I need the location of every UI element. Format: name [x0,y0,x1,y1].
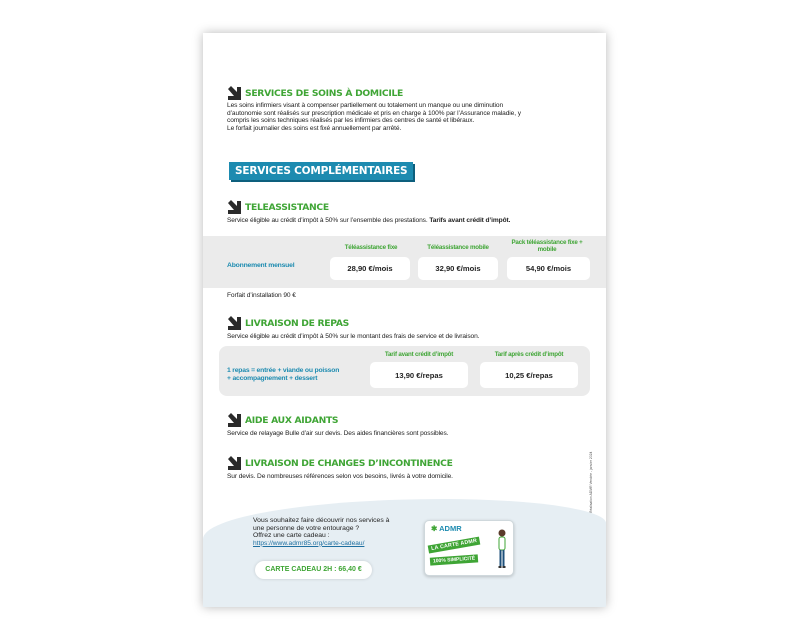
repas-price: 13,90 €/repas [370,362,468,388]
installation-fee-text: Forfait d’installation 90 € [227,292,296,299]
gift-text-line: une personne de votre entourage ? [253,524,360,532]
repas-row-label [227,367,339,383]
repas-col-header: Tarif avant crédit d’impôt [384,351,454,358]
arrow-down-right-icon [227,316,241,330]
admr-gift-card-image [424,520,514,576]
teleassistance-text-bold: Tarifs avant crédit d’impôt. [429,217,511,224]
teleassistance-title-text: TELEASSISTANCE [245,201,329,213]
card-tag-secondary: 100% SIMPLICITÉ [430,554,479,565]
teleassistance-title [227,200,583,214]
soins-line: Le forfait journalier des soins est fixé annuellement par arrêté. [227,124,402,132]
person-illustration-icon [495,528,509,572]
aidants-text: Service de relayage Bulle d’air sur devis. Des aides financières sont possibles. [227,430,449,437]
section-teleassistance [227,200,583,225]
admr-logo-text: ADMR [439,524,462,533]
teleassistance-text [227,217,583,225]
admr-logo [431,524,462,533]
changes-text: Sur devis. De nombreuses références selon vos besoins, livrés à votre domicile. [227,473,453,480]
teleassistance-text-main: Service éligible au crédit d’impôt à 50% sur l’ensemble des prestations. [227,217,428,224]
teleassistance-price: 28,90 €/mois [330,257,410,280]
section-changes [227,456,583,481]
teleassistance-col-header: Téléassistance mobile [427,244,489,251]
gift-text-line: Offrez une carte cadeau : [253,532,330,540]
arrow-down-right-icon [227,413,241,427]
repas-title-text: LIVRAISON DE REPAS [245,317,349,329]
repas-text: Service éligible au crédit d’impôt à 50% sur le montant des frais de service et de livraison. [227,333,480,340]
section-repas [227,316,583,341]
soins-text [227,102,583,132]
document-page [203,33,606,607]
gift-text [253,517,413,547]
credit-text: Réalisation ADMR Vendée - janvier 2024 [589,451,593,513]
card-tag-primary: LA CARTE ADMR [428,537,481,554]
soins-title-text: SERVICES DE SOINS À DOMICILE [245,87,403,99]
changes-title-text: LIVRAISON DE CHANGES D’INCONTINENCE [245,457,453,469]
arrow-down-right-icon [227,200,241,214]
repas-row-label-line: 1 repas = entrée + viande ou poisson [227,367,340,374]
teleassistance-col-header: Pack téléassistance fixe + mobile [511,239,583,253]
repas-col-header: Tarif après crédit d’impôt [494,351,564,358]
gift-card-price-button[interactable]: CARTE CADEAU 2H : 66,40 € [255,561,372,579]
services-complementaires-banner: SERVICES COMPLÉMENTAIRES [229,162,413,180]
section-soins-title [227,86,583,100]
repas-price: 10,25 €/repas [480,362,578,388]
changes-title [227,456,583,470]
section-soins [227,86,583,132]
repas-price-table [219,346,590,396]
admr-logo-icon: ✱ [431,524,438,533]
gift-text-line: Vous souhaitez faire découvrir nos services à [253,517,390,524]
soins-line: d’autonomie sont réalisés sur prescription médicale et pris en charge à 100% par l’Assurance maladie, y [227,109,521,117]
arrow-down-right-icon [227,86,241,100]
teleassistance-price: 32,90 €/mois [418,257,498,280]
repas-title [227,316,583,330]
teleassistance-price-table [203,236,606,288]
gift-card-link[interactable]: https://www.admr85.org/carte-cadeau/ [253,539,365,547]
repas-row-label-line: + accompagnement + dessert [227,375,318,382]
teleassistance-price: 54,90 €/mois [507,257,590,280]
arrow-down-right-icon [227,456,241,470]
aidants-title [227,413,583,427]
soins-line: Les soins infirmiers visant à compenser partiellement ou totalement un manque ou une diminution [227,102,504,109]
teleassistance-row-label: Abonnement mensuel [227,262,295,269]
section-aidants [227,413,583,438]
gift-card-area [203,499,606,607]
soins-line: compris les soins techniques réalisés par les infirmiers des centres de santé et libéraux. [227,117,475,125]
teleassistance-col-header: Téléassistance fixe [344,244,398,251]
aidants-title-text: AIDE AUX AIDANTS [245,414,339,426]
